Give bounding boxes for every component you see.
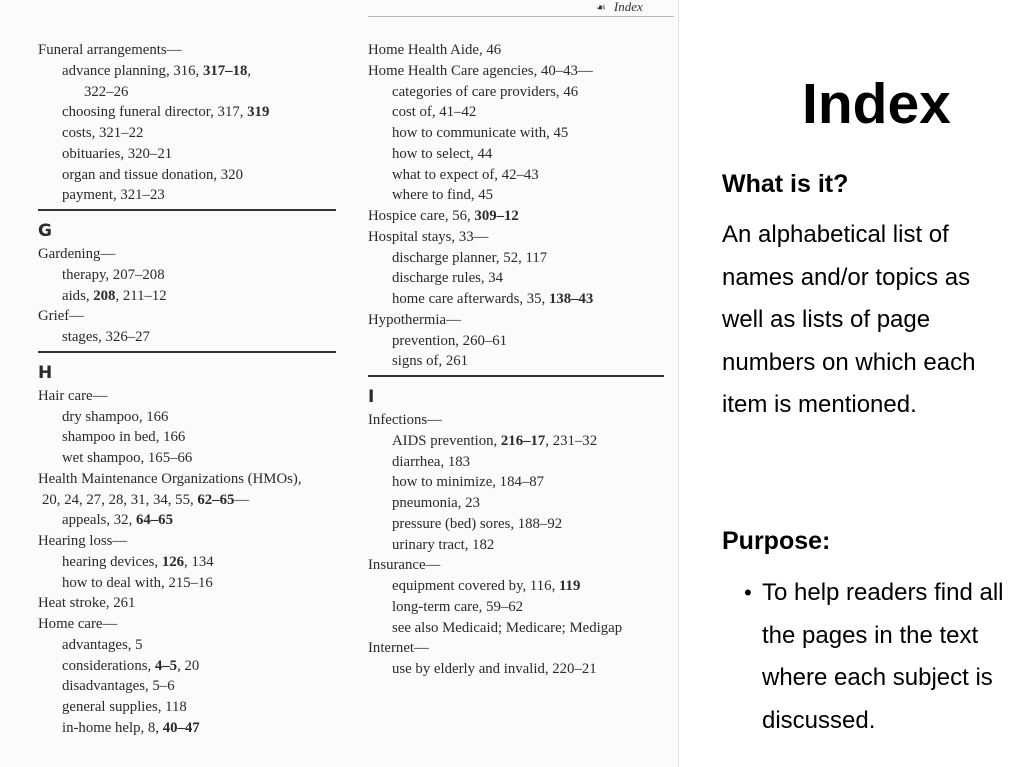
index-subentry — [368, 248, 668, 269]
index-subentry — [38, 327, 358, 348]
index-entry — [368, 638, 668, 659]
entry-text: 20, 24, 27, 28, 31, 34, 55, — [42, 491, 198, 508]
entry-text: wet shampoo, 165–66 — [62, 450, 193, 466]
entry-text: hearing devices, — [62, 553, 162, 570]
index-subentry — [368, 102, 668, 123]
what-is-it-heading: What is it? — [722, 170, 849, 198]
index-subentry — [38, 573, 358, 594]
index-subentry — [38, 123, 358, 144]
index-entry — [38, 469, 358, 490]
entry-text: general supplies, 118 — [62, 699, 187, 715]
index-subentry — [38, 407, 358, 428]
index-subentry — [368, 431, 668, 452]
entry-text: pressure (bed) sores, 188–92 — [392, 515, 563, 532]
running-head-text: Index — [613, 0, 643, 14]
purpose-heading: Purpose: — [722, 527, 831, 555]
entry-text: payment, 321–23 — [62, 187, 165, 204]
index-entry — [368, 227, 668, 248]
entry-text: categories of care providers, 46 — [392, 83, 579, 100]
entry-text: Home Health Care agencies, 40–43— — [368, 62, 593, 79]
page-ref-bold: 40–47 — [162, 719, 200, 736]
index-subentry — [38, 697, 358, 718]
entry-text: advance planning, 316, — [62, 62, 203, 79]
index-entry — [368, 206, 668, 227]
page-ref-bold: 119 — [558, 578, 581, 594]
index-subentry — [368, 331, 668, 352]
entry-text: , 20 — [177, 657, 200, 674]
ornament-icon: ☙ — [596, 2, 606, 14]
index-subentry — [368, 493, 668, 514]
page-ref-bold: 4–5 — [154, 657, 178, 674]
header-rule — [368, 16, 674, 17]
index-subentry — [368, 123, 668, 144]
entry-text: Funeral arrangements— — [38, 42, 182, 58]
index-column-right — [368, 40, 668, 680]
index-subentry — [38, 185, 358, 206]
entry-text: urinary tract, 182 — [392, 536, 495, 553]
page-ref-bold: 216–17 — [500, 432, 546, 449]
entry-text: Hair care— — [38, 387, 108, 404]
entry-text: Infections— — [368, 412, 442, 428]
entry-text: Internet— — [368, 640, 429, 657]
entry-text: in-home help, 8, — [62, 719, 163, 736]
entry-text: aids, — [62, 287, 94, 304]
entry-text: use by elderly and invalid, 220–21 — [392, 661, 597, 677]
entry-text: dry shampoo, 166 — [62, 408, 169, 425]
index-subentry — [368, 576, 668, 597]
entry-text: Hearing loss— — [38, 533, 128, 549]
entry-text: choosing funeral director, 317, — [62, 104, 248, 121]
index-subentry — [38, 676, 358, 697]
index-entry — [38, 40, 358, 61]
entry-text: how to minimize, 184–87 — [392, 474, 545, 491]
index-subentry — [368, 268, 668, 289]
entry-text: discharge rules, 34 — [392, 270, 504, 287]
index-entry — [368, 40, 668, 61]
entry-text: Hospice care, 56, — [368, 208, 475, 224]
entry-text: Hospital stays, 33— — [368, 228, 489, 245]
index-subentry — [368, 659, 668, 680]
page-ref-bold: 319 — [247, 104, 270, 121]
entry-text: — — [234, 491, 250, 508]
entry-text: considerations, — [62, 657, 155, 674]
index-entry — [368, 555, 668, 576]
purpose-bullet-text: To help readers find all the pages in the text where each subject is discussed. — [762, 579, 1004, 734]
index-subentry — [368, 82, 668, 103]
section-rule — [38, 209, 336, 211]
entry-text: advantages, 5 — [62, 636, 143, 653]
index-subentry — [38, 144, 358, 165]
slide-title: Index — [802, 72, 951, 136]
page-ref-bold: 317–18 — [202, 62, 248, 79]
page-ref-bold: 138–43 — [548, 291, 594, 307]
index-subentry — [38, 656, 358, 677]
entry-text: obituaries, 320–21 — [62, 145, 173, 162]
bullet-icon: • — [744, 580, 752, 605]
page-ref-bold: 62–65 — [197, 491, 235, 508]
entry-text: where to find, 45 — [392, 187, 494, 204]
entry-text: appeals, 32, — [62, 512, 136, 529]
entry-text: discharge planner, 52, 117 — [392, 249, 548, 266]
entry-text: 322–26 — [84, 83, 129, 100]
entry-text: AIDS prevention, — [392, 432, 501, 449]
section-letter: H — [38, 362, 53, 383]
entry-text: , — [247, 62, 252, 79]
section-letter: I — [368, 387, 375, 407]
index-column-left — [38, 40, 358, 739]
index-subentry — [368, 289, 668, 310]
entry-text: long-term care, 59–62 — [392, 598, 524, 615]
entry-text: Insurance— — [368, 557, 441, 574]
entry-text: disadvantages, 5–6 — [62, 678, 175, 695]
section-rule — [38, 351, 336, 353]
entry-text: Heat stroke, 261 — [38, 595, 136, 612]
index-entry — [368, 410, 668, 431]
index-subentry — [368, 514, 668, 535]
index-subentry — [38, 552, 358, 573]
index-entry — [38, 614, 358, 635]
entry-text: Grief— — [38, 308, 85, 325]
entry-text: shampoo in bed, 166 — [62, 429, 186, 446]
section-i — [368, 375, 668, 408]
section-g — [38, 209, 358, 242]
index-subentry — [38, 427, 358, 448]
entry-text: , 211–12 — [115, 287, 167, 304]
page-ref-bold: 64–65 — [135, 512, 173, 529]
index-subentry — [368, 618, 668, 639]
index-subentry — [38, 102, 358, 123]
index-subentry — [368, 185, 668, 206]
entry-text: , 134 — [184, 553, 214, 570]
index-subentry — [368, 535, 668, 556]
entry-text: Gardening— — [38, 246, 116, 262]
entry-text: diarrhea, 183 — [392, 453, 471, 470]
index-entry — [38, 306, 358, 327]
index-subentry — [38, 490, 358, 511]
running-head — [596, 0, 643, 15]
entry-text: cost of, 41–42 — [392, 104, 477, 121]
index-subentry — [368, 472, 668, 493]
entry-text: stages, 326–27 — [62, 329, 150, 345]
entry-text: how to select, 44 — [392, 145, 493, 162]
entry-text: costs, 321–22 — [62, 125, 144, 141]
entry-text: Hypothermia— — [368, 311, 461, 328]
index-entry — [38, 244, 358, 265]
index-entry — [368, 310, 668, 331]
entry-text: Health Maintenance Organizations (HMOs), — [38, 470, 302, 487]
index-subentry — [368, 144, 668, 165]
entry-text: how to deal with, 215–16 — [62, 574, 213, 591]
index-entry — [368, 61, 668, 82]
definition-text: An alphabetical list of names and/or topics as well as lists of page numbers on which each item is mentioned. — [722, 221, 976, 419]
index-subentry — [368, 351, 668, 372]
entry-text: how to communicate with, 45 — [392, 125, 569, 141]
section-letter: G — [38, 221, 52, 241]
index-subentry — [38, 448, 358, 469]
entry-text: Home Health Aide, 46 — [368, 42, 502, 58]
entry-text: prevention, 260–61 — [392, 332, 508, 349]
index-subentry — [38, 286, 358, 307]
entry-text: signs of, 261 — [392, 353, 469, 370]
page-ref-bold: 208 — [93, 287, 116, 304]
entry-text: , 231–32 — [545, 432, 598, 449]
entry-text: home care afterwards, 35, — [392, 291, 549, 307]
page-ref-bold: 126 — [161, 553, 185, 570]
section-rule — [368, 375, 664, 377]
index-subentry — [368, 597, 668, 618]
entry-text: organ and tissue donation, 320 — [62, 166, 243, 183]
section-h — [38, 351, 358, 384]
index-entry — [38, 593, 358, 614]
entry-text: equipment covered by, 116, — [392, 578, 559, 594]
index-entry — [38, 531, 358, 552]
index-entry — [38, 386, 358, 407]
entry-text: pneumonia, 23 — [392, 495, 480, 511]
index-subentry — [38, 265, 358, 286]
index-subentry — [368, 165, 668, 186]
entry-text: see also Medicaid; Medicare; Medigap — [392, 619, 623, 636]
index-subentry — [38, 82, 358, 103]
entry-text: therapy, 207–208 — [62, 266, 165, 283]
index-subentry — [38, 510, 358, 531]
index-subentry — [38, 635, 358, 656]
purpose-bullet — [744, 572, 1014, 742]
index-subentry — [368, 452, 668, 473]
index-subentry — [38, 718, 358, 739]
entry-text: Home care— — [38, 616, 118, 632]
index-subentry — [38, 61, 358, 82]
page-ref-bold: 309–12 — [474, 208, 519, 224]
entry-text: what to expect of, 42–43 — [392, 166, 539, 183]
index-subentry — [38, 165, 358, 186]
